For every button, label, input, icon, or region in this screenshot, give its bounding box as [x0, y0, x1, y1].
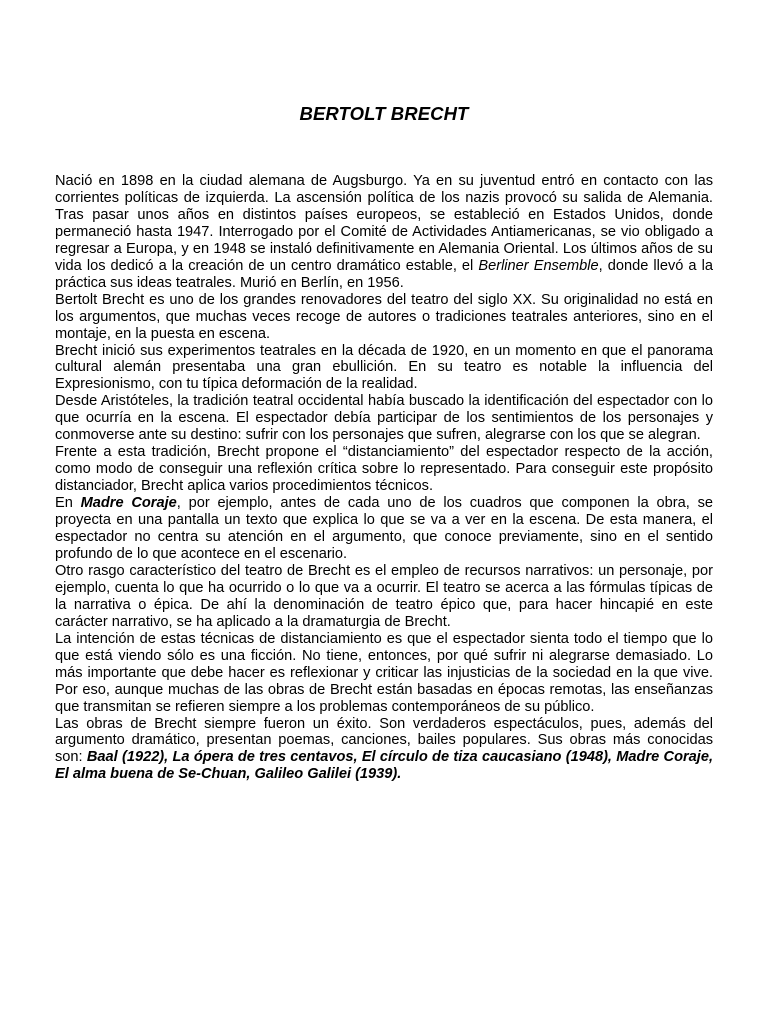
- paragraph-text: , donde llevó a la práctica sus ideas teatrales. Murió en Berlín, en 1956.: [55, 257, 713, 291]
- italic-work-title: Berliner Ensemble: [478, 257, 599, 274]
- paragraph-text: Las obras de Brecht siempre fueron un éxito. Son verdaderos espectáculos, pues, además del argumento dramático, presentan poemas, canciones, bailes populares. Sus obras más conocidas son:: [55, 715, 713, 766]
- paragraph-text: , por ejemplo, antes de cada uno de los cuadros que componen la obra, se proyecta en una pantalla un texto que explica lo que se va a ver en la escena. De esta manera, el espectador no centra su atención en el argumento, que conoce previamente, sino en el sentido profundo de lo que acontece en el escenario.: [55, 495, 713, 562]
- paragraph-experiments: Brecht inició sus experimentos teatrales en la década de 1920, en un momento en que el panorama cultural alemán presentaba una gran ebullición. En su teatro es notable la influencia del Expresionismo, con tu típica deformación de la realidad.: [55, 342, 713, 393]
- document-body: [55, 173, 713, 783]
- bold-work-title: Madre Coraje: [80, 495, 177, 512]
- paragraph-works: [55, 716, 713, 784]
- paragraph-intention: La intención de estas técnicas de distanciamiento es que el espectador sienta todo el tiempo que lo que está viendo sólo es una ficción. No tiene, entonces, por qué sufrir ni alegrarse demasiado. Lo más importante que debe hacer es reflexionar y criticar las injusticias de la sociedad en la que vive. Por eso, aunque muchas de las obras de Brecht están basadas en épocas remotas, las enseñanzas que transmitan se refieren siempre a los problemas contemporáneos de su público.: [55, 630, 713, 715]
- paragraph-text: Nació en 1898 en la ciudad alemana de Augsburgo. Ya en su juventud entró en contacto con las corrientes políticas de izquierda. La ascensión política de los nazis provocó su salida de Alemania. Tras pasar unos años en distintos países europeos, se estableció en Estados Unidos, donde permaneció hasta 1947. Interrogado por el Comité de Actividades Antiamericanas, se vio obligado a regresar a Europa, y en 1948 se instaló definitivamente en Alemania Oriental. Los últimos años de su vida los dedicó a la creación de un centro dramático estable, el: [55, 173, 713, 274]
- paragraph-text: En: [55, 495, 81, 512]
- paragraph-renovator: Bertolt Brecht es uno de los grandes renovadores del teatro del siglo XX. Su originalidad no está en los argumentos, que muchas veces recoge de autores o tradiciones teatrales anteriores, sino en el montaje, en la puesta en escena.: [55, 291, 713, 342]
- paragraph-distancing: Frente a esta tradición, Brecht propone el “distanciamiento” del espectador respecto de la acción, como modo de conseguir una reflexión crítica sobre lo representado. Para conseguir este propósito distanciador, Brecht aplica varios procedimientos técnicos.: [55, 444, 713, 495]
- paragraph-aristotle: Desde Aristóteles, la tradición teatral occidental había buscado la identificación del espectador con lo que ocurría en la escena. El espectador debía participar de los sentimientos de los personajes y conmoverse ante su destino: sufrir con los personajes que sufren, alegrarse con los que se alegran.: [55, 393, 713, 444]
- paragraph-madre-coraje: [55, 495, 713, 563]
- paragraph-narrative: Otro rasgo característico del teatro de Brecht es el empleo de recursos narrativos: un personaje, por ejemplo, cuenta lo que ha ocurrido o lo que va a ocurrir. El teatro se acerca a las fórmulas típicas de la narrativa o épica. De ahí la denominación de teatro épico que, para hacer hincapié en este carácter narrativo, se ha aplicado a la dramaturgia de Brecht.: [55, 562, 713, 630]
- document-title: BERTOLT BRECHT: [299, 103, 469, 124]
- paragraph-biography: [55, 173, 713, 292]
- works-list: Baal (1922), La ópera de tres centavos, El círculo de tiza caucasiano (1948), Madre Coraje, El alma buena de Se-Chuan, Galileo Galilei (1939).: [55, 749, 714, 783]
